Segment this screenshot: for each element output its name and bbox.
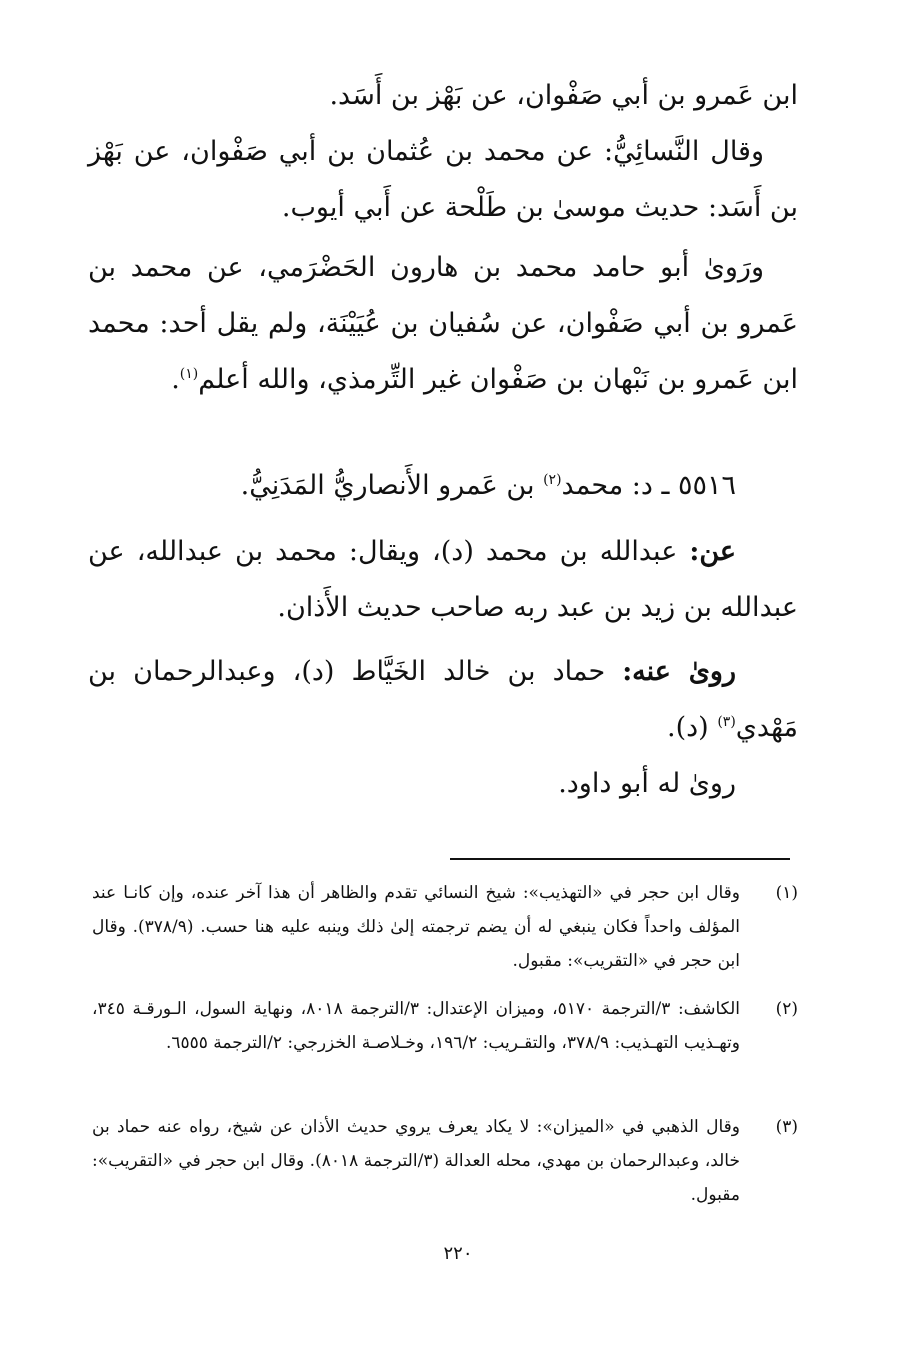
- teachers-text: عبدالله بن محمد (د)، ويقال: محمد بن عبدالله، عن عبدالله بن زيد بن عبد ربه صاحب حديث الأَذان.: [88, 536, 798, 623]
- footnote-1-text: وقال ابن حجر في «التهذيب»: شيخ النسائي تقدم والظاهر أن هذا آخر عنده، وإن كانـا عند المؤلف واحداً فكان ينبغي له أن يضم ترجمته إلىٰ ذلك وينبه عليه هنا حسب. (٣٧٨/٩). وقال ابن حجر في «التقريب»: مقبول.: [92, 883, 740, 971]
- closing-paragraph: [88, 756, 798, 812]
- paragraph-3: [88, 240, 798, 408]
- paragraph-1-text: ابن عَمرو بن أبي صَفْوان، عن بَهْز بن أَسَد.: [329, 80, 798, 111]
- footnote-divider: [450, 858, 790, 860]
- footnote-1-number: (١): [775, 883, 798, 903]
- paragraph-1: [88, 68, 798, 124]
- footnote-3-number: (٣): [775, 1117, 798, 1137]
- footnote-2-text: الكاشف: ٣/الترجمة ٥١٧٠، وميزان الإعتدال: ٣/الترجمة ٨٠١٨، ونهاية السول، الـورقـة ٣٤٥، وتهـذيب التهـذيب: ٣٧٨/٩، والتقـريب: ١٩٦/٢، وخـلاصـة الخزرجي: ٢/الترجمة ٦٥٥٥.: [92, 999, 740, 1053]
- students-label: روىٰ عنه:: [622, 656, 736, 687]
- students-end: (د).: [667, 712, 718, 743]
- footnote-3-text: وقال الذهبي في «الميزان»: لا يكاد يعرف يروي حديث الأذان عن شيخ، رواه عنه حماد بن خالد، وعبدالرحمان بن مهدي، محله العدالة (٣/الترجمة ٨٠١٨). وقال ابن حجر في «التقريب»: مقبول.: [92, 1117, 740, 1205]
- footnote-ref-3[interactable]: (٣): [717, 714, 736, 730]
- closing-text: روىٰ له أبو داود.: [558, 768, 736, 799]
- students-text: حماد بن خالد الخَيَّاط (د)، وعبدالرحمان بن مَهْدي: [88, 656, 798, 743]
- footnote-1: [92, 876, 798, 978]
- page-number: ٢٢٠: [443, 1243, 473, 1264]
- paragraph-2-text: وقال النَّسائِيُّ: عن محمد بن عُثمان بن أبي صَفْوان، عن بَهْز بن أَسَد: حديث موسىٰ بن طَلْحة عن أَبي أيوب.: [88, 136, 798, 223]
- paragraph-3-end: .: [171, 364, 180, 395]
- paragraph-3-text: ورَوىٰ أبو حامد محمد بن هارون الحَضْرَمي، عن محمد بن عَمرو بن أبي صَفْوان، عن سُفيان بن عُيَيْنَة، ولم يقل أحد: محمد ابن عَمرو بن نَبْهان بن صَفْوان غير التِّرمذي، والله أعلم: [88, 252, 798, 395]
- footnote-2: [92, 992, 798, 1060]
- footnote-3: [92, 1110, 798, 1212]
- students-paragraph: [88, 644, 798, 756]
- footnote-ref-1[interactable]: (١): [179, 366, 199, 382]
- footnote-ref-2[interactable]: (٢): [543, 472, 562, 488]
- footnote-2-number: (٢): [775, 999, 798, 1019]
- paragraph-2: [88, 124, 798, 236]
- entry-number: ٥٥١٦ ـ د: محمد: [561, 470, 736, 501]
- teachers-label: عن:: [689, 536, 736, 567]
- teachers-paragraph: [88, 524, 798, 636]
- entry-name: بن عَمرو الأَنصاريُّ المَدَنِيُّ.: [240, 470, 544, 501]
- entry-heading: [88, 458, 798, 514]
